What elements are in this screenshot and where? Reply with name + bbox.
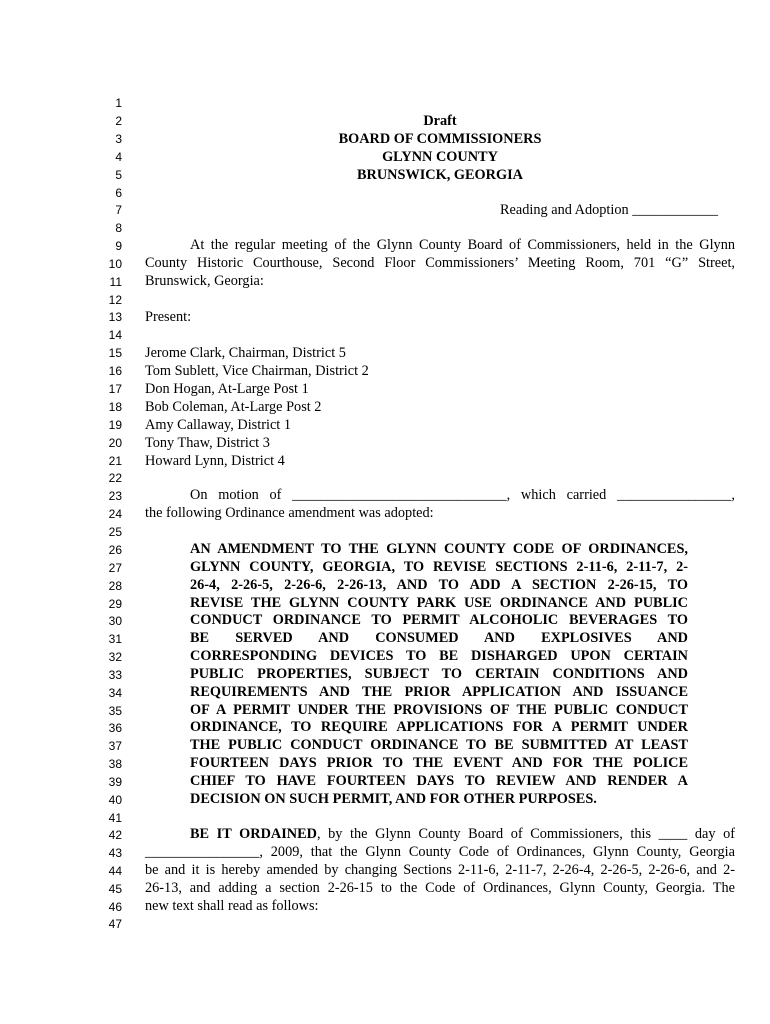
line-number: 29 (108, 597, 122, 611)
line-number: 39 (108, 775, 122, 789)
line-number: 32 (108, 650, 122, 664)
line-number: 9 (115, 239, 122, 253)
line-number: 19 (108, 418, 122, 432)
line-number: 36 (108, 721, 122, 735)
line-number: 46 (108, 900, 122, 914)
line-number: 34 (108, 686, 122, 700)
member-item: Tony Thaw, District 3 (145, 435, 270, 451)
ordinance-title-line: CHIEF TO HAVE FOURTEEN DAYS TO REVIEW AND RENDER A (190, 773, 688, 789)
ordinance-title-line: CONDUCT ORDINANCE TO PERMIT ALCOHOLIC BEVERAGES TO (190, 612, 688, 628)
line-number: 14 (108, 328, 122, 342)
ordinance-title-line: THE PUBLIC CONDUCT ORDINANCE TO BE SUBMITTED AT LEAST (190, 737, 688, 753)
member-item: Don Hogan, At-Large Post 1 (145, 381, 309, 397)
ordinance-title-line: 26-4, 2-26-5, 2-26-6, 2-26-13, AND TO ADD A SECTION 2-26-15, TO (190, 577, 688, 593)
ordinance-title-line: CORRESPONDING DEVICES TO BE DISHARGED UPON CERTAIN (190, 648, 688, 664)
ordained-line: be and it is hereby amended by changing Sections 2-11-6, 2-11-7, 2-26-4, 2-26-5, 2-26-6, and 2- (145, 862, 735, 878)
line-number: 2 (115, 114, 122, 128)
line-number: 10 (108, 257, 122, 271)
line-number: 12 (108, 293, 122, 307)
ordinance-title-line: REVISE THE GLYNN COUNTY PARK USE ORDINANCE AND PUBLIC (190, 595, 688, 611)
ordained-lead: BE IT ORDAINED (190, 826, 317, 842)
line-number: 3 (115, 132, 122, 146)
county-title: GLYNN COUNTY (382, 149, 498, 165)
intro-line: Brunswick, Georgia: (145, 273, 264, 289)
member-item: Jerome Clark, Chairman, District 5 (145, 345, 346, 361)
line-number: 22 (108, 471, 122, 485)
line-number: 20 (108, 436, 122, 450)
line-number: 6 (115, 186, 122, 200)
line-number: 13 (108, 310, 122, 324)
present-label: Present: (145, 309, 192, 325)
line-number: 7 (115, 203, 122, 217)
line-number: 17 (108, 382, 122, 396)
line-number: 47 (108, 917, 122, 931)
line-number: 18 (108, 400, 122, 414)
member-item: Howard Lynn, District 4 (145, 453, 285, 469)
member-item: Tom Sublett, Vice Chairman, District 2 (145, 363, 369, 379)
ordained-line: ________________, 2009, that the Glynn County Code of Ordinances, Glynn County, Georgia (145, 844, 735, 860)
member-item: Amy Callaway, District 1 (145, 417, 291, 433)
city-title: BRUNSWICK, GEORGIA (356, 167, 524, 183)
line-number: 11 (109, 275, 122, 289)
ordinance-title-line: ORDINANCE, TO REQUIRE APPLICATIONS FOR A PERMIT UNDER (190, 719, 688, 735)
line-number: 43 (108, 846, 122, 860)
line-number: 27 (108, 561, 122, 575)
line-number: 28 (108, 579, 122, 593)
line-number: 25 (108, 525, 122, 539)
intro-line: At the regular meeting of the Glynn County Board of Commissioners, held in the Glynn (190, 237, 735, 253)
motion-line: the following Ordinance amendment was adopted: (145, 505, 434, 521)
line-number: 21 (108, 454, 122, 468)
line-number: 4 (115, 150, 122, 164)
line-number: 31 (108, 632, 122, 646)
line-number: 15 (108, 346, 122, 360)
line-number: 30 (108, 614, 122, 628)
ordinance-title-line: AN AMENDMENT TO THE GLYNN COUNTY CODE OF ORDINANCES, (190, 541, 688, 557)
ordinance-title-line: DECISION ON SUCH PERMIT, AND FOR OTHER PURPOSES. (190, 791, 597, 807)
line-number: 38 (108, 757, 122, 771)
ordinance-title-line: PUBLIC PROPERTIES, SUBJECT TO CERTAIN CONDITIONS AND (190, 666, 688, 682)
ordinance-title-line: GLYNN COUNTY, GEORGIA, TO REVISE SECTIONS 2-11-6, 2-11-7, 2- (190, 559, 688, 575)
line-number: 16 (108, 364, 122, 378)
line-number: 35 (108, 704, 122, 718)
ordinance-title-line: BE SERVED AND CONSUMED AND EXPLOSIVES AND (190, 630, 688, 646)
ordained-first-line (145, 826, 735, 844)
ordained-line: 26-13, and adding a section 2-26-15 to the Code of Ordinances, Glynn County, Georgia. The (145, 880, 735, 896)
line-number: 26 (108, 543, 122, 557)
line-number: 33 (108, 668, 122, 682)
line-number: 44 (108, 864, 122, 878)
reading-adoption-line: Reading and Adoption ____________ (500, 202, 719, 218)
ordained-line: new text shall read as follows: (145, 898, 319, 914)
line-number: 1 (115, 96, 122, 110)
line-number: 41 (108, 811, 122, 825)
motion-line: On motion of ______________________________, which carried ________________, (190, 487, 735, 503)
board-title: BOARD OF COMMISSIONERS (338, 131, 542, 147)
line-number: 8 (115, 221, 122, 235)
line-number: 37 (108, 739, 122, 753)
ordinance-title-line: FOURTEEN DAYS PRIOR TO THE EVENT AND FOR THE POLICE (190, 755, 688, 771)
line-number: 23 (108, 489, 122, 503)
line-number: 24 (108, 507, 122, 521)
line-number: 45 (108, 882, 122, 896)
line-number: 42 (108, 828, 122, 842)
line-number: 5 (115, 168, 122, 182)
intro-line: County Historic Courthouse, Second Floor Commissioners’ Meeting Room, 701 “G” Street, (145, 255, 735, 271)
ordinance-title-line: OF A PERMIT UNDER THE PROVISIONS OF THE PUBLIC CONDUCT (190, 702, 688, 718)
line-number: 40 (108, 793, 122, 807)
ordinance-title-line: REQUIREMENTS AND THE PRIOR APPLICATION AND ISSUANCE (190, 684, 688, 700)
ordained-lead-rest: , by the Glynn County Board of Commissioners, this ____ day of (316, 826, 735, 842)
member-item: Bob Coleman, At-Large Post 2 (145, 399, 322, 415)
draft-label: Draft (423, 113, 457, 129)
